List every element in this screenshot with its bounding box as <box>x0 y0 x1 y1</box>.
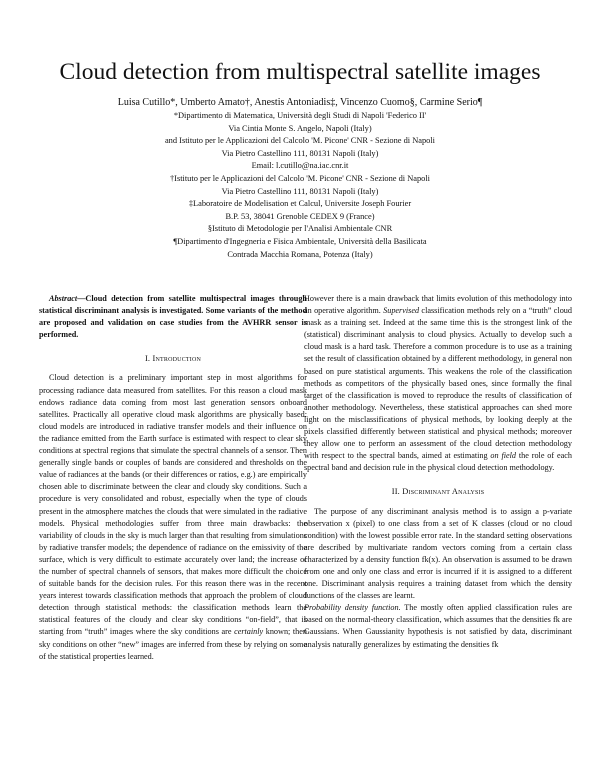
affiliation-line: B.P. 53, 38041 Grenoble CEDEX 9 (France) <box>225 211 375 221</box>
affiliation-line: Via Cintia Monte S. Angelo, Napoli (Italy) <box>228 123 372 133</box>
right-column <box>304 293 572 651</box>
affiliation-line: ‡Laboratoire de Modelisation et Calcul, Universite Joseph Fourier <box>188 199 412 209</box>
abstract <box>39 293 307 341</box>
affiliations <box>0 110 600 261</box>
paragraph-text: the role of each spectral band and decision rule in the physical cloud detection methodology. <box>304 451 572 473</box>
discriminant-paragraph: The purpose of any discriminant analysis method is to assign a p-variate observation x (pixel) to one class from a set of K classes (cloud or no cloud condition) with the lowest possible error rate. In the standard setting observations are described by multivariate random vectors coming from a certain class characterized by a density function fk(x). An observation is assumed to be drawn from one and only one class and error is incurred if it is assigned to a different one. Discriminant analysis requires a training dataset from which the density functions of the classes are learnt. <box>304 506 572 601</box>
section-number: I. <box>144 354 153 364</box>
paragraph-text: However there is a main drawback that limits evolution of this methodology into an operative algorithm. <box>304 294 572 316</box>
author-email[interactable]: Email: l.cutillo@na.iac.cnr.it <box>251 161 349 171</box>
intro-text-end: known; then sky conditions on other “new” images are inferred from these by relying on some of the statistical properties learned. <box>39 627 307 661</box>
paper-title: Cloud detection from multispectral satellite images <box>59 59 541 85</box>
emphasis-supervised: Supervised <box>383 306 420 316</box>
affiliation-line: Via Pietro Castellino 111, 80131 Napoli (Italy) <box>221 148 379 158</box>
affiliation-line: *Dipartimento di Matematica, Università degli Studi di Napoli 'Federico II' <box>173 111 427 120</box>
section-number: II. <box>391 487 403 497</box>
affiliation-line: §Istituto di Metodologie per l'Analisi Ambientale CNR <box>207 224 393 234</box>
section-heading-discriminant-analysis <box>304 486 572 498</box>
density-paragraph <box>304 602 572 650</box>
section-heading-introduction <box>39 353 307 365</box>
paragraph-heading: Probability density function. <box>304 603 401 613</box>
intro-text: Cloud detection is a preliminary important step in most algorithms for processing radiance data measured from satellites. For this reason a cloud mask endows radiance data coming from most last generation sensors onboard satellites. Practically all operative cloud mask algorithms are physically based: cloud models are introduced in radiative transfer models and their influence on the radiance emitted from the Earth surface is estimated with respect to clear sky conditions at spectral regions that simulate the spectral channels of a sensor. Then generally single bands or couples of bands are considered and thresholds on the value of radiances at the bands (or their differences or ratios, e.g.) are empirically chosen able to discriminate between the clear and cloudy sky conditions. Such a procedure is very consolidated and robust, especially when the type of clouds present in the atmosphere matches the clouds that were simulated in the radiative models. Physical methodologies suffer from three main drawbacks: the variability of clouds in the sky is much larger than that resulting from simulations by radiative transfer models; the dependence of radiance on the emissivity of the surface, which is very difficult to estimate accurately over land; the increase of the number of spectral channels of sensors, that makes more difficult the choice of suitable bands for the decision rules. For this reason there was in the recent years interest towards classification methods that approach the problem of cloud detection through statistical methods: the classification methods learn the statistical features of the cloudy and clear sky conditions “on-field”, that is starting from “truth” images where the sky conditions are <box>39 373 307 637</box>
paragraph-text: classification methods rely on a “truth” cloud mask as a training set. Indeed at the same time this is the strongest link of the (statistical) discriminant analysis to cloud physics. Actually to develop such a cloud mask is a hard task. Therefore a common procedure is to use as a training set the result of classification obtained by a different methodology, in general non based on pure statistical arguments. This weakens the role of the classification methods as competitors of the physically based ones, since formally the final target of the classification is moved to reproduce the results of classification of another methodology. Nevertheless, these statistical approaches can shed more light on the misclassifications of physical methods, by looking deeply at the pixels classified differently between statistical and physical methods; moreover they allow one to perform an assessment of the cloud detection methodology with respect to the spectral bands, aimed at estimating <box>304 306 572 461</box>
affiliation-line: ¶Dipartimento d'Ingegneria e Fisica Ambientale, Università della Basilicata <box>173 236 427 246</box>
author-list: Luisa Cutillo*, Umberto Amato†, Anestis Antoniadis‡, Vincenzo Cuomo§, Carmine Serio¶ <box>117 97 483 108</box>
left-column <box>39 293 307 663</box>
paragraph-text: The mostly often applied classification rules are based on the normal-theory classification, which assumes that the densities fk are Gaussians. When Gaussianity hypothesis is not satisfied by data, discriminant analysis naturally generalizes by estimating the densities fk <box>304 603 572 649</box>
affiliation-line: and Istituto per le Applicazioni del Calcolo 'M. Picone' CNR - Sezione di Napoli <box>164 136 436 146</box>
abstract-label: Abstract <box>49 294 78 303</box>
affiliation-line: Via Pietro Castellino 111, 80131 Napoli (Italy) <box>221 186 379 196</box>
section-title: Discriminant Analysis <box>402 487 485 497</box>
section-title: Introduction <box>152 354 202 364</box>
emphasis-on-field: on field <box>490 451 517 461</box>
intro-emphasis: certainly <box>234 627 264 637</box>
abstract-text: —Cloud detection from satellite multispectral images through statistical discriminant analysis is investigated. Some variants of the method are proposed and validation on case studies from the AVHRR sensor is performed. <box>39 294 307 340</box>
intro-paragraph <box>39 372 307 662</box>
intro-continued-paragraph <box>304 293 572 474</box>
affiliation-line: Contrada Macchia Romana, Potenza (Italy) <box>227 249 373 259</box>
affiliation-line: †Istituto per le Applicazioni del Calcolo 'M. Picone' CNR - Sezione di Napoli <box>169 173 431 183</box>
